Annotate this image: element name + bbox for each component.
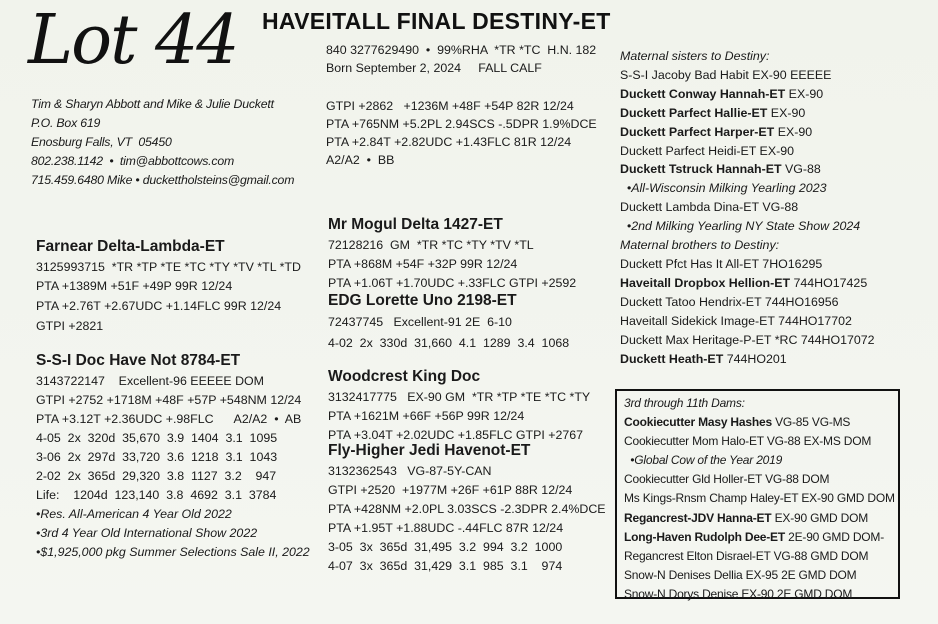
dams-item-detail: 2E-90 GMD DOM- <box>785 529 885 544</box>
dams-item <box>624 528 898 547</box>
dam-line: 3143722147 Excellent-96 EEEEE DOM <box>36 374 264 388</box>
dams-item-name: Long-Haven Rudolph Dee-ET <box>624 529 785 544</box>
grandsire-line: PTA +1621M +66F +56P 99R 12/24 <box>328 409 525 423</box>
family-item-detail: EX-90 <box>767 105 806 120</box>
dams-item: 3rd through 11th Dams: <box>624 396 745 410</box>
dams-box <box>615 389 900 599</box>
granddam-line: 72437745 Excellent-91 2E 6-10 <box>328 315 512 329</box>
dam-record: 3-06 2x 297d 33,720 3.6 1218 3.1 1043 <box>36 450 278 464</box>
animal-genomics <box>326 97 597 169</box>
dams-item-name: Cookiecutter Masy Hashes <box>624 415 772 430</box>
dams-item-name: Regancrest-JDV Hanna-ET <box>624 510 772 525</box>
granddam-name: EDG Lorette Uno 2198-ET <box>328 292 517 309</box>
sire-name: Farnear Delta-Lambda-ET <box>36 238 225 255</box>
dam-name: S-S-I Doc Have Not 8784-ET <box>36 352 241 369</box>
grandsire-name: Woodcrest King Doc <box>328 368 481 385</box>
contact-line: P.O. Box 619 <box>31 116 101 130</box>
granddam-line: 3132362543 VG-87-5Y-CAN <box>328 464 492 478</box>
family-item: Duckett Pfct Has It All-ET 7HO16295 <box>620 256 823 271</box>
granddam-line: PTA +428NM +2.0PL 3.03SCS -2.3DPR 2.4%DCE <box>328 502 606 516</box>
dams-item: •Global Cow of the Year 2019 <box>624 453 783 468</box>
granddam-record: 4-02 2x 330d 31,660 4.1 1289 3.4 1068 <box>328 336 570 350</box>
dams-item <box>624 413 898 432</box>
grandsire-line: PTA +868M +54F +32P 99R 12/24 <box>328 257 518 271</box>
family-item <box>620 85 935 104</box>
genomic-line: GTPI +2862 +1236M +48F +54P 82R 12/24 <box>326 99 574 113</box>
dam-block <box>36 350 310 562</box>
contact-line: 715.459.6480 Mike • duckettholsteins@gmail.com <box>31 173 295 187</box>
dam-line: PTA +3.12T +2.36UDC +.98FLC A2/A2 • AB <box>36 412 302 426</box>
grandsire-line: PTA +1.06T +1.70UDC +.33FLC GTPI +2592 <box>328 276 577 290</box>
family-item-name: Duckett Conway Hannah-ET <box>620 86 786 101</box>
dams-item: Snow-N Dorys Denise EX-90 2E GMD DOM <box>624 586 853 601</box>
family-item <box>620 104 935 123</box>
genomic-line: PTA +2.84T +2.82UDC +1.43FLC 81R 12/24 <box>326 135 572 149</box>
family-item-detail: 744HO17425 <box>790 275 868 290</box>
genomic-line: PTA +765NM +5.2PL 2.94SCS -.5DPR 1.9%DCE <box>326 117 597 131</box>
granddam-record: 3-05 3x 365d 31,495 3.2 994 3.2 1000 <box>328 540 563 554</box>
family-item: •All-Wisconsin Milking Yearling 2023 <box>620 181 827 196</box>
info-line: Born September 2, 2024 FALL CALF <box>326 61 542 75</box>
granddam-name: Fly-Higher Jedi Havenot-ET <box>328 442 531 459</box>
family-item: •2nd Milking Yearling NY State Show 2024 <box>620 219 861 234</box>
grandsire-name: Mr Mogul Delta 1427-ET <box>328 216 503 233</box>
sire-line: PTA +1389M +51F +49P 99R 12/24 <box>36 279 233 293</box>
animal-title: HAVEITALL FINAL DESTINY-ET <box>262 8 611 34</box>
granddam-record: 4-07 3x 365d 31,429 3.1 985 3.1 974 <box>328 559 563 573</box>
dams-item: Ms Kings-Rnsm Champ Haley-ET EX-90 GMD DOM <box>624 491 895 506</box>
lot-number: Lot 44 <box>28 1 238 80</box>
info-line: 840 3277629490 • 99%RHA *TR *TC H.N. 182 <box>326 43 597 57</box>
maternal-family-list <box>620 47 935 368</box>
maternal-granddam-block <box>328 440 606 576</box>
dam-note: •$1,925,000 pkg Summer Selections Sale II, 2022 <box>36 545 310 559</box>
maternal-grandsire-block <box>328 366 590 445</box>
dam-note: •3rd 4 Year Old International Show 2022 <box>36 526 258 540</box>
sire-line: 3125993715 *TR *TP *TE *TC *TY *TV *TL *TD <box>36 260 301 274</box>
dams-item: Cookiecutter Gld Holler-ET VG-88 DOM <box>624 472 830 487</box>
consignor-contact <box>31 95 321 190</box>
dams-item <box>624 509 898 528</box>
sire-line: GTPI +2821 <box>36 319 104 333</box>
genomic-line: A2/A2 • BB <box>326 153 395 167</box>
family-item: Duckett Tatoo Hendrix-ET 744HO16956 <box>620 294 839 309</box>
contact-line: Tim & Sharyn Abbott and Mike & Julie Duckett <box>31 97 274 111</box>
grandsire-line: 3132417775 EX-90 GM *TR *TP *TE *TC *TY <box>328 390 591 404</box>
dam-record: 2-02 2x 365d 29,320 3.8 1127 3.2 947 <box>36 469 277 483</box>
family-item: Haveitall Sidekick Image-ET 744HO17702 <box>620 313 852 328</box>
paternal-grandsire-block <box>328 214 576 293</box>
family-item <box>620 274 935 293</box>
animal-info <box>326 41 596 77</box>
paternal-granddam-block <box>328 290 569 354</box>
family-item: Maternal brothers to Destiny: <box>620 238 780 253</box>
granddam-line: PTA +1.95T +1.88UDC -.44FLC 87R 12/24 <box>328 521 564 535</box>
dams-item: Regancrest Elton Disrael-ET VG-88 GMD DOM <box>624 548 869 563</box>
family-item-name: Duckett Parfect Harper-ET <box>620 124 775 139</box>
family-item: Duckett Max Heritage-P-ET *RC 744HO17072 <box>620 332 875 347</box>
family-item-name: Duckett Heath-ET <box>620 351 724 366</box>
sire-block <box>36 236 301 336</box>
family-item <box>620 160 935 179</box>
dam-note: •Res. All-American 4 Year Old 2022 <box>36 507 232 521</box>
grandsire-line: PTA +3.04T +2.02UDC +1.85FLC GTPI +2767 <box>328 428 584 442</box>
family-item <box>620 350 935 369</box>
dam-line: GTPI +2752 +1718M +48F +57P +548NM 12/24 <box>36 393 302 407</box>
grandsire-line: 72128216 GM *TR *TC *TY *TV *TL <box>328 238 534 252</box>
dam-record: Life: 1204d 123,140 3.8 4692 3.1 3784 <box>36 488 277 502</box>
family-item-detail: VG-88 <box>781 162 821 177</box>
family-item: Duckett Lambda Dina-ET VG-88 <box>620 200 799 215</box>
family-item-name: Duckett Tstruck Hannah-ET <box>620 162 782 177</box>
dam-record: 4-05 2x 320d 35,670 3.9 1404 3.1 1095 <box>36 431 278 445</box>
contact-line: 802.238.1142 • tim@abbottcows.com <box>31 154 235 168</box>
family-item: S-S-I Jacoby Bad Habit EX-90 EEEEE <box>620 67 832 82</box>
dams-item-detail: VG-85 VG-MS <box>771 415 851 430</box>
family-item: Duckett Parfect Heidi-ET EX-90 <box>620 143 794 158</box>
family-item: Maternal sisters to Destiny: <box>620 49 770 63</box>
family-item-name: Haveitall Dropbox Hellion-ET <box>620 275 791 290</box>
dams-item-detail: EX-90 GMD DOM <box>771 510 868 525</box>
family-item-name: Duckett Parfect Hallie-ET <box>620 105 768 120</box>
family-item-detail: EX-90 <box>785 86 824 101</box>
contact-line: Enosburg Falls, VT 05450 <box>31 135 172 149</box>
family-item-detail: EX-90 <box>774 124 813 139</box>
family-item <box>620 123 935 142</box>
granddam-line: GTPI +2520 +1977M +26F +61P 88R 12/24 <box>328 483 573 497</box>
family-item-detail: 744HO201 <box>723 351 787 366</box>
dams-item: Snow-N Denises Dellia EX-95 2E GMD DOM <box>624 567 857 582</box>
dams-item: Cookiecutter Mom Halo-ET VG-88 EX-MS DOM <box>624 434 872 449</box>
sire-line: PTA +2.76T +2.67UDC +1.14FLC 99R 12/24 <box>36 299 282 313</box>
